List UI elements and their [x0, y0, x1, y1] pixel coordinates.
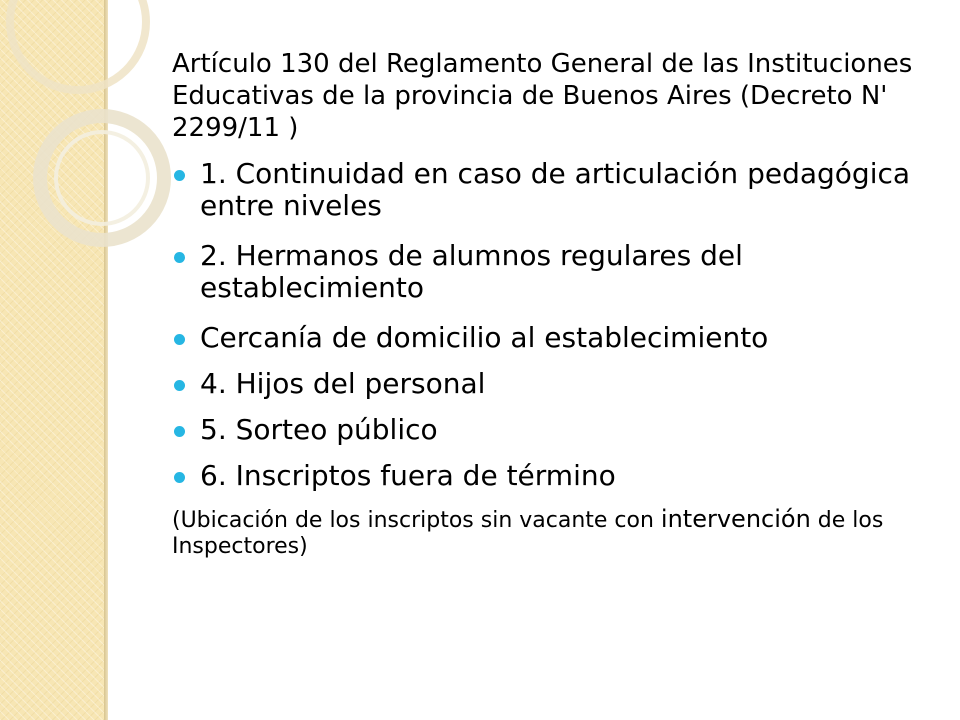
slide-heading: Artículo 130 del Reglamento General de las Instituciones Educativas de la provincia de Buenos Aires (Decreto N' 2299/11 )	[172, 49, 913, 143]
bullet-dot-icon	[174, 170, 185, 181]
bullet-dot-icon	[174, 252, 185, 263]
note-text-end: de los Inspectores)	[172, 508, 884, 559]
bullet-dot-icon	[174, 334, 185, 345]
bullet-text: 1. Continuidad en caso de articulación pedagógica entre niveles	[200, 157, 911, 222]
decorative-ring-top	[10, 0, 146, 90]
slide-note	[172, 506, 932, 560]
decorative-ring-middle	[40, 116, 164, 240]
bullet-text: Cercanía de domicilio al establecimiento	[200, 321, 769, 354]
slide-content	[172, 48, 932, 560]
note-text-start: (Ubicación de los inscriptos sin vacante con	[172, 508, 661, 533]
note-text-emphasis: intervención	[660, 505, 811, 533]
bullet-text: 2. Hermanos de alumnos regulares del establecimiento	[200, 239, 743, 304]
bullet-text: 6. Inscriptos fuera de término	[200, 459, 616, 492]
bullet-text: 4. Hijos del personal	[200, 367, 486, 400]
bullet-item-inscriptos	[172, 460, 932, 492]
bullet-item-hijos	[172, 368, 932, 400]
bullet-item-cercania	[172, 322, 932, 354]
decorative-ring-inner	[56, 132, 148, 224]
bullet-dot-icon	[174, 380, 185, 391]
bullet-dot-icon	[174, 472, 185, 483]
bullet-item-sorteo	[172, 414, 932, 446]
bullet-item-continuidad	[172, 158, 932, 222]
bullet-item-hermanos	[172, 240, 932, 304]
bullet-text: 5. Sorteo público	[200, 413, 438, 446]
bullet-dot-icon	[174, 426, 185, 437]
bullet-list	[172, 158, 932, 492]
